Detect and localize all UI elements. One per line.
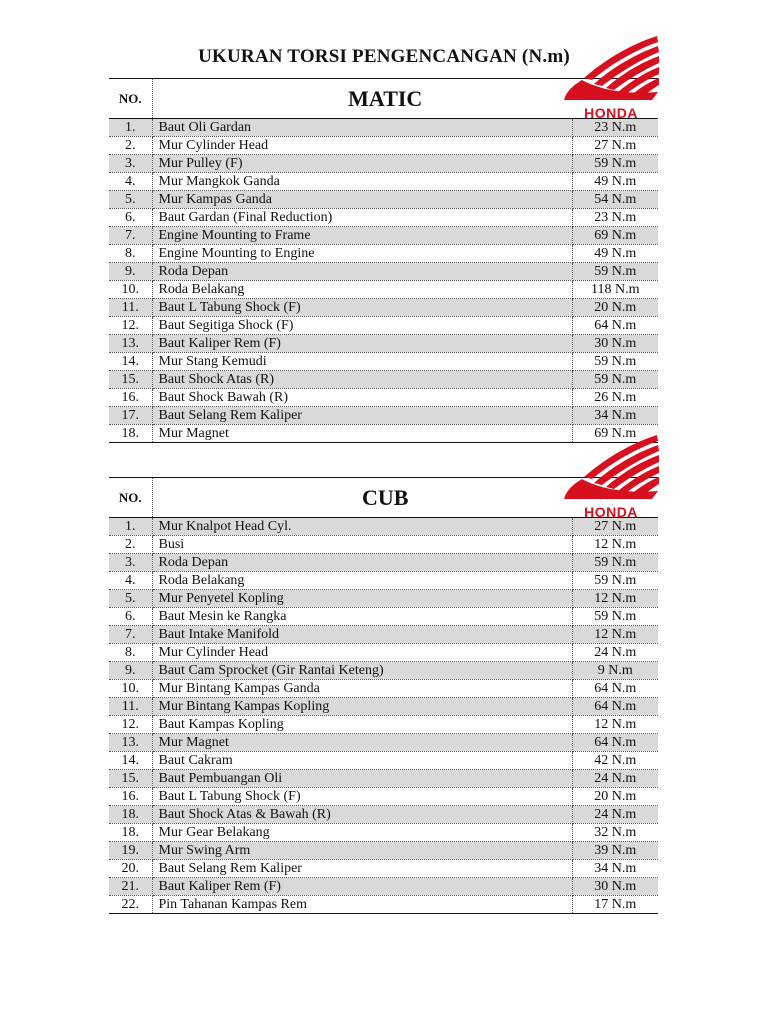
torque-value: 32 N.m — [572, 824, 658, 842]
part-name: Mur Pulley (F) — [152, 155, 572, 173]
torque-value: 39 N.m — [572, 842, 658, 860]
row-number: 3. — [109, 554, 152, 572]
torque-value: 12 N.m — [572, 536, 658, 554]
torque-value: 59 N.m — [572, 155, 658, 173]
part-name: Baut Selang Rem Kaliper — [152, 860, 572, 878]
table-row — [109, 263, 658, 281]
row-number: 9. — [109, 263, 152, 281]
part-name: Baut L Tabung Shock (F) — [152, 788, 572, 806]
row-number: 18. — [109, 425, 152, 443]
row-number: 15. — [109, 770, 152, 788]
table-row — [109, 173, 658, 191]
part-name: Baut Intake Manifold — [152, 626, 572, 644]
table-row — [109, 371, 658, 389]
honda-logo — [562, 433, 660, 519]
part-name: Mur Gear Belakang — [152, 824, 572, 842]
table-row — [109, 518, 658, 536]
part-name: Busi — [152, 536, 572, 554]
part-name: Baut Shock Atas & Bawah (R) — [152, 806, 572, 824]
torque-value: 30 N.m — [572, 335, 658, 353]
part-name: Mur Cylinder Head — [152, 137, 572, 155]
row-number: 12. — [109, 317, 152, 335]
torque-value: 64 N.m — [572, 734, 658, 752]
row-number: 17. — [109, 407, 152, 425]
part-name: Baut Kaliper Rem (F) — [152, 878, 572, 896]
torque-value: 59 N.m — [572, 371, 658, 389]
torque-value: 59 N.m — [572, 608, 658, 626]
table-row — [109, 335, 658, 353]
row-number: 16. — [109, 389, 152, 407]
row-number: 18. — [109, 806, 152, 824]
row-number: 7. — [109, 227, 152, 245]
row-number: 8. — [109, 644, 152, 662]
table-row — [109, 752, 658, 770]
part-name: Roda Belakang — [152, 281, 572, 299]
honda-wing-icon — [562, 34, 660, 104]
row-number: 18. — [109, 824, 152, 842]
part-name: Mur Magnet — [152, 734, 572, 752]
table-row — [109, 209, 658, 227]
honda-wing-icon — [562, 433, 660, 503]
table-row — [109, 281, 658, 299]
table-row — [109, 191, 658, 209]
row-number: 7. — [109, 626, 152, 644]
row-number: 10. — [109, 680, 152, 698]
torque-value: 24 N.m — [572, 644, 658, 662]
table-row — [109, 662, 658, 680]
row-number: 21. — [109, 878, 152, 896]
part-name: Engine Mounting to Engine — [152, 245, 572, 263]
table-row — [109, 119, 658, 137]
part-name: Roda Depan — [152, 554, 572, 572]
row-number: 4. — [109, 173, 152, 191]
part-name: Engine Mounting to Frame — [152, 227, 572, 245]
part-name: Mur Bintang Kampas Kopling — [152, 698, 572, 716]
table-row — [109, 770, 658, 788]
table-row — [109, 245, 658, 263]
matic-rows — [109, 119, 658, 443]
matic-torque-table — [109, 78, 658, 443]
cub-rows — [109, 518, 658, 914]
row-number: 1. — [109, 518, 152, 536]
cub-category-title: CUB — [362, 484, 409, 510]
torque-value: 23 N.m — [572, 209, 658, 227]
table-row — [109, 716, 658, 734]
cub-torque-table — [109, 477, 658, 914]
torque-value: 12 N.m — [572, 626, 658, 644]
honda-logo-text: HONDA — [584, 504, 638, 520]
table-row — [109, 572, 658, 590]
part-name: Baut Pembuangan Oli — [152, 770, 572, 788]
torque-value: 59 N.m — [572, 353, 658, 371]
torque-value: 64 N.m — [572, 680, 658, 698]
torque-value: 54 N.m — [572, 191, 658, 209]
table-row — [109, 734, 658, 752]
torque-value: 34 N.m — [572, 860, 658, 878]
torque-value: 24 N.m — [572, 806, 658, 824]
table-row — [109, 698, 658, 716]
table-row — [109, 317, 658, 335]
torque-value: 64 N.m — [572, 698, 658, 716]
torque-value: 69 N.m — [572, 227, 658, 245]
table-row — [109, 389, 658, 407]
row-number: 20. — [109, 860, 152, 878]
table-row — [109, 554, 658, 572]
part-name: Mur Magnet — [152, 425, 572, 443]
table-row — [109, 299, 658, 317]
part-name: Mur Penyetel Kopling — [152, 590, 572, 608]
part-name: Baut L Tabung Shock (F) — [152, 299, 572, 317]
part-name: Mur Knalpot Head Cyl. — [152, 518, 572, 536]
row-number: 2. — [109, 137, 152, 155]
part-name: Baut Kampas Kopling — [152, 716, 572, 734]
row-number: 5. — [109, 191, 152, 209]
page-title: UKURAN TORSI PENGENCANGAN (N.m) — [198, 46, 570, 67]
torque-value: 59 N.m — [572, 263, 658, 281]
row-number: 11. — [109, 299, 152, 317]
torque-value: 27 N.m — [572, 137, 658, 155]
table-row — [109, 227, 658, 245]
part-name: Mur Mangkok Ganda — [152, 173, 572, 191]
table-row — [109, 137, 658, 155]
row-number: 19. — [109, 842, 152, 860]
part-name: Baut Mesin ke Rangka — [152, 608, 572, 626]
torque-value: 59 N.m — [572, 572, 658, 590]
table-row — [109, 353, 658, 371]
table-row — [109, 842, 658, 860]
torque-value: 49 N.m — [572, 173, 658, 191]
part-name: Baut Cakram — [152, 752, 572, 770]
part-name: Baut Shock Atas (R) — [152, 371, 572, 389]
table-row — [109, 860, 658, 878]
part-name: Mur Swing Arm — [152, 842, 572, 860]
row-number: 16. — [109, 788, 152, 806]
part-name: Mur Kampas Ganda — [152, 191, 572, 209]
row-number: 3. — [109, 155, 152, 173]
row-number: 15. — [109, 371, 152, 389]
torque-value: 59 N.m — [572, 554, 658, 572]
torque-value: 42 N.m — [572, 752, 658, 770]
row-number: 14. — [109, 752, 152, 770]
torque-value: 30 N.m — [572, 878, 658, 896]
part-name: Roda Belakang — [152, 572, 572, 590]
row-number: 22. — [109, 896, 152, 914]
part-name: Mur Stang Kemudi — [152, 353, 572, 371]
torque-value: 20 N.m — [572, 299, 658, 317]
row-number: 11. — [109, 698, 152, 716]
row-number: 10. — [109, 281, 152, 299]
part-name: Mur Bintang Kampas Ganda — [152, 680, 572, 698]
part-name: Baut Cam Sprocket (Gir Rantai Keteng) — [152, 662, 572, 680]
row-number: 8. — [109, 245, 152, 263]
row-number: 5. — [109, 590, 152, 608]
table-row — [109, 626, 658, 644]
table-row — [109, 680, 658, 698]
torque-value: 34 N.m — [572, 407, 658, 425]
part-name: Pin Tahanan Kampas Rem — [152, 896, 572, 914]
row-number: 4. — [109, 572, 152, 590]
torque-value: 17 N.m — [572, 896, 658, 914]
row-number: 13. — [109, 335, 152, 353]
row-number: 9. — [109, 662, 152, 680]
table-row — [109, 788, 658, 806]
torque-value: 12 N.m — [572, 590, 658, 608]
torque-value: 23 N.m — [572, 119, 658, 137]
row-number: 1. — [109, 119, 152, 137]
table-row — [109, 536, 658, 554]
table-row — [109, 878, 658, 896]
table-row — [109, 806, 658, 824]
row-number: 6. — [109, 608, 152, 626]
matic-no-header: NO. — [109, 79, 152, 119]
row-number: 12. — [109, 716, 152, 734]
row-number: 6. — [109, 209, 152, 227]
torque-value: 64 N.m — [572, 317, 658, 335]
cub-no-header: NO. — [109, 478, 152, 518]
part-name: Mur Cylinder Head — [152, 644, 572, 662]
part-name: Roda Depan — [152, 263, 572, 281]
row-number: 2. — [109, 536, 152, 554]
part-name: Baut Oli Gardan — [152, 119, 572, 137]
torque-value: 27 N.m — [572, 518, 658, 536]
part-name: Baut Selang Rem Kaliper — [152, 407, 572, 425]
table-row — [109, 590, 658, 608]
part-name: Baut Gardan (Final Reduction) — [152, 209, 572, 227]
honda-logo — [562, 34, 660, 120]
torque-value: 26 N.m — [572, 389, 658, 407]
row-number: 14. — [109, 353, 152, 371]
part-name: Baut Shock Bawah (R) — [152, 389, 572, 407]
table-row — [109, 407, 658, 425]
table-row — [109, 896, 658, 914]
matic-category-title: MATIC — [348, 85, 423, 111]
torque-value: 20 N.m — [572, 788, 658, 806]
part-name: Baut Kaliper Rem (F) — [152, 335, 572, 353]
table-row — [109, 644, 658, 662]
torque-value: 9 N.m — [572, 662, 658, 680]
table-row — [109, 155, 658, 173]
torque-value: 118 N.m — [572, 281, 658, 299]
torque-value: 24 N.m — [572, 770, 658, 788]
row-number: 13. — [109, 734, 152, 752]
part-name: Baut Segitiga Shock (F) — [152, 317, 572, 335]
honda-logo-text: HONDA — [584, 105, 638, 121]
table-row — [109, 824, 658, 842]
torque-value: 69 N.m — [572, 425, 658, 443]
torque-value: 49 N.m — [572, 245, 658, 263]
torque-value: 12 N.m — [572, 716, 658, 734]
table-row — [109, 608, 658, 626]
